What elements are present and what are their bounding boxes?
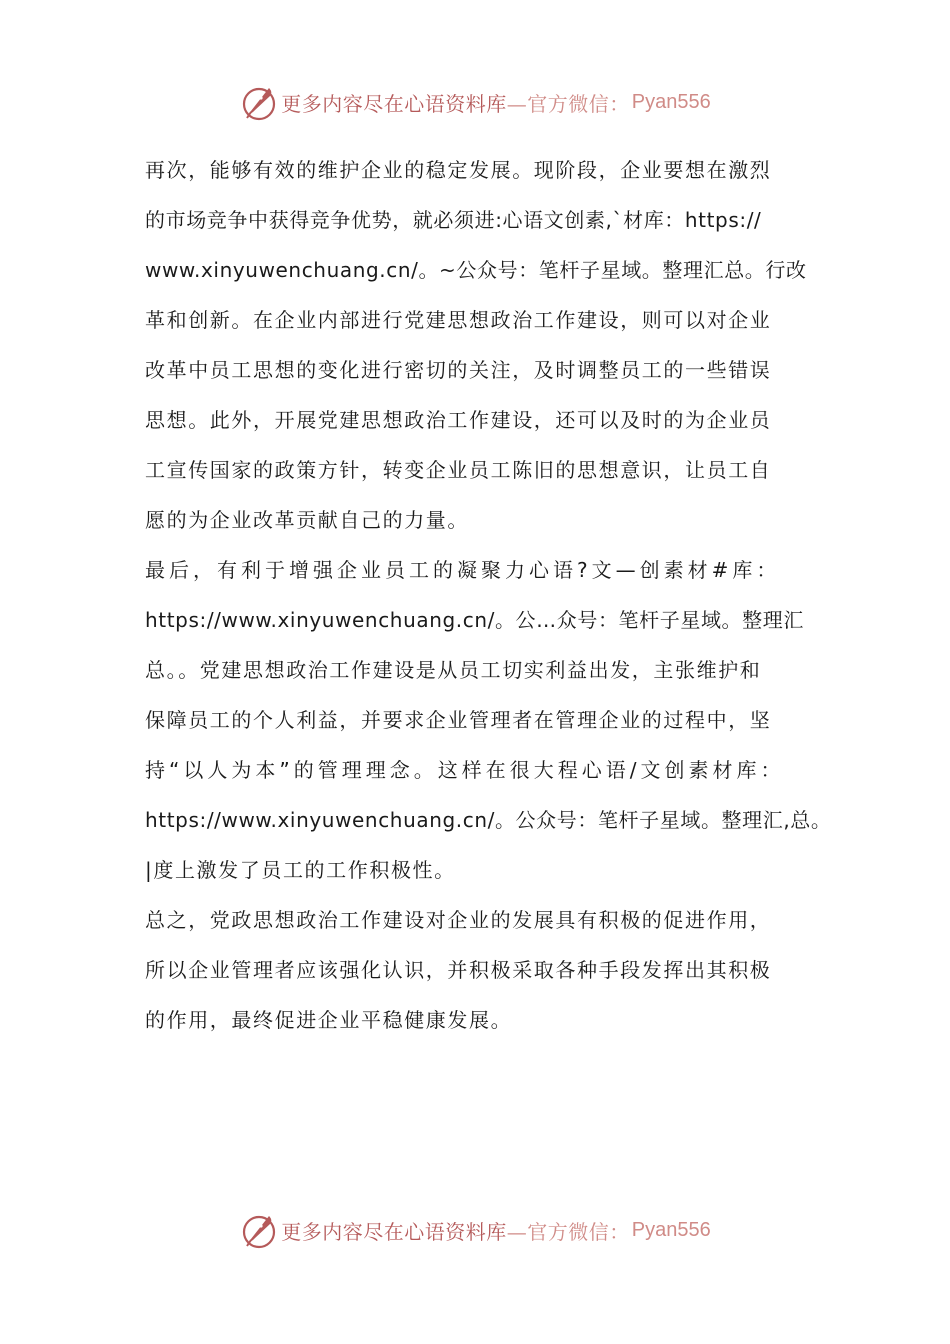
footer-wechat-id: Pyan556	[631, 1218, 711, 1241]
body-line: 保障员工的个人利益，并要求企业管理者在管理企业的过程中，坚	[145, 708, 772, 732]
body-line: 最后，有利于增强企业员工的凝聚力心语?文—创素材#库：	[145, 558, 781, 582]
body-line: 持“以人为本”的管理理念。这样在很大程心语/文创素材库：	[145, 758, 785, 782]
quill-pen-logo-icon	[239, 82, 279, 122]
body-line: 总。。党建思想政治工作建设是从员工切实利益出发，主张维护和	[145, 658, 762, 682]
page-header-banner	[0, 80, 950, 124]
body-line: www.xinyuwenchuang.cn/。~公众号：笔杆子星域。整理汇总。行改	[145, 258, 807, 282]
body-line: |度上激发了员工的工作积极性。	[145, 858, 456, 882]
header-banner-title: 更多内容尽在心语资料库	[281, 91, 507, 116]
body-line: https://www.xinyuwenchuang.cn/。公…众号：笔杆子星域。整理汇	[145, 608, 804, 632]
header-banner-separator: —官方微信：	[506, 91, 630, 116]
header-banner	[239, 80, 710, 124]
body-line: 改革中员工思想的变化进行密切的关注，及时调整员工的一些错误	[145, 358, 772, 382]
footer-banner-separator: —官方微信：	[506, 1219, 630, 1244]
page-footer-banner	[0, 1208, 950, 1252]
footer-banner-title: 更多内容尽在心语资料库	[281, 1219, 507, 1244]
quill-pen-logo-icon	[239, 1210, 279, 1250]
body-line: 思想。此外，开展党建思想政治工作建设，还可以及时的为企业员	[145, 408, 772, 432]
body-line: https://www.xinyuwenchuang.cn/。公众号：笔杆子星域。整理汇,总。	[145, 808, 832, 832]
body-line: 革和创新。在企业内部进行党建思想政治工作建设，则可以对企业	[145, 308, 772, 332]
body-line: 工宣传国家的政策方针，转变企业员工陈旧的思想意识，让员工自	[145, 458, 772, 482]
footer-banner	[239, 1208, 710, 1252]
body-line: 愿的为企业改革贡献自己的力量。	[145, 508, 469, 532]
header-wechat-id: Pyan556	[631, 90, 711, 113]
body-line: 所以企业管理者应该强化认识，并积极采取各种手段发挥出其积极	[145, 958, 772, 982]
body-line: 的作用，最终促进企业平稳健康发展。	[145, 1008, 513, 1032]
body-line: 再次，能够有效的维护企业的稳定发展。现阶段，企业要想在激烈	[145, 158, 772, 182]
body-line: 总之，党政思想政治工作建设对企业的发展具有积极的促进作用，	[145, 908, 772, 932]
body-line: 的市场竞争中获得竞争优势，就必须进:心语文创素,`材库：https://	[145, 208, 762, 232]
document-body	[145, 145, 832, 1045]
